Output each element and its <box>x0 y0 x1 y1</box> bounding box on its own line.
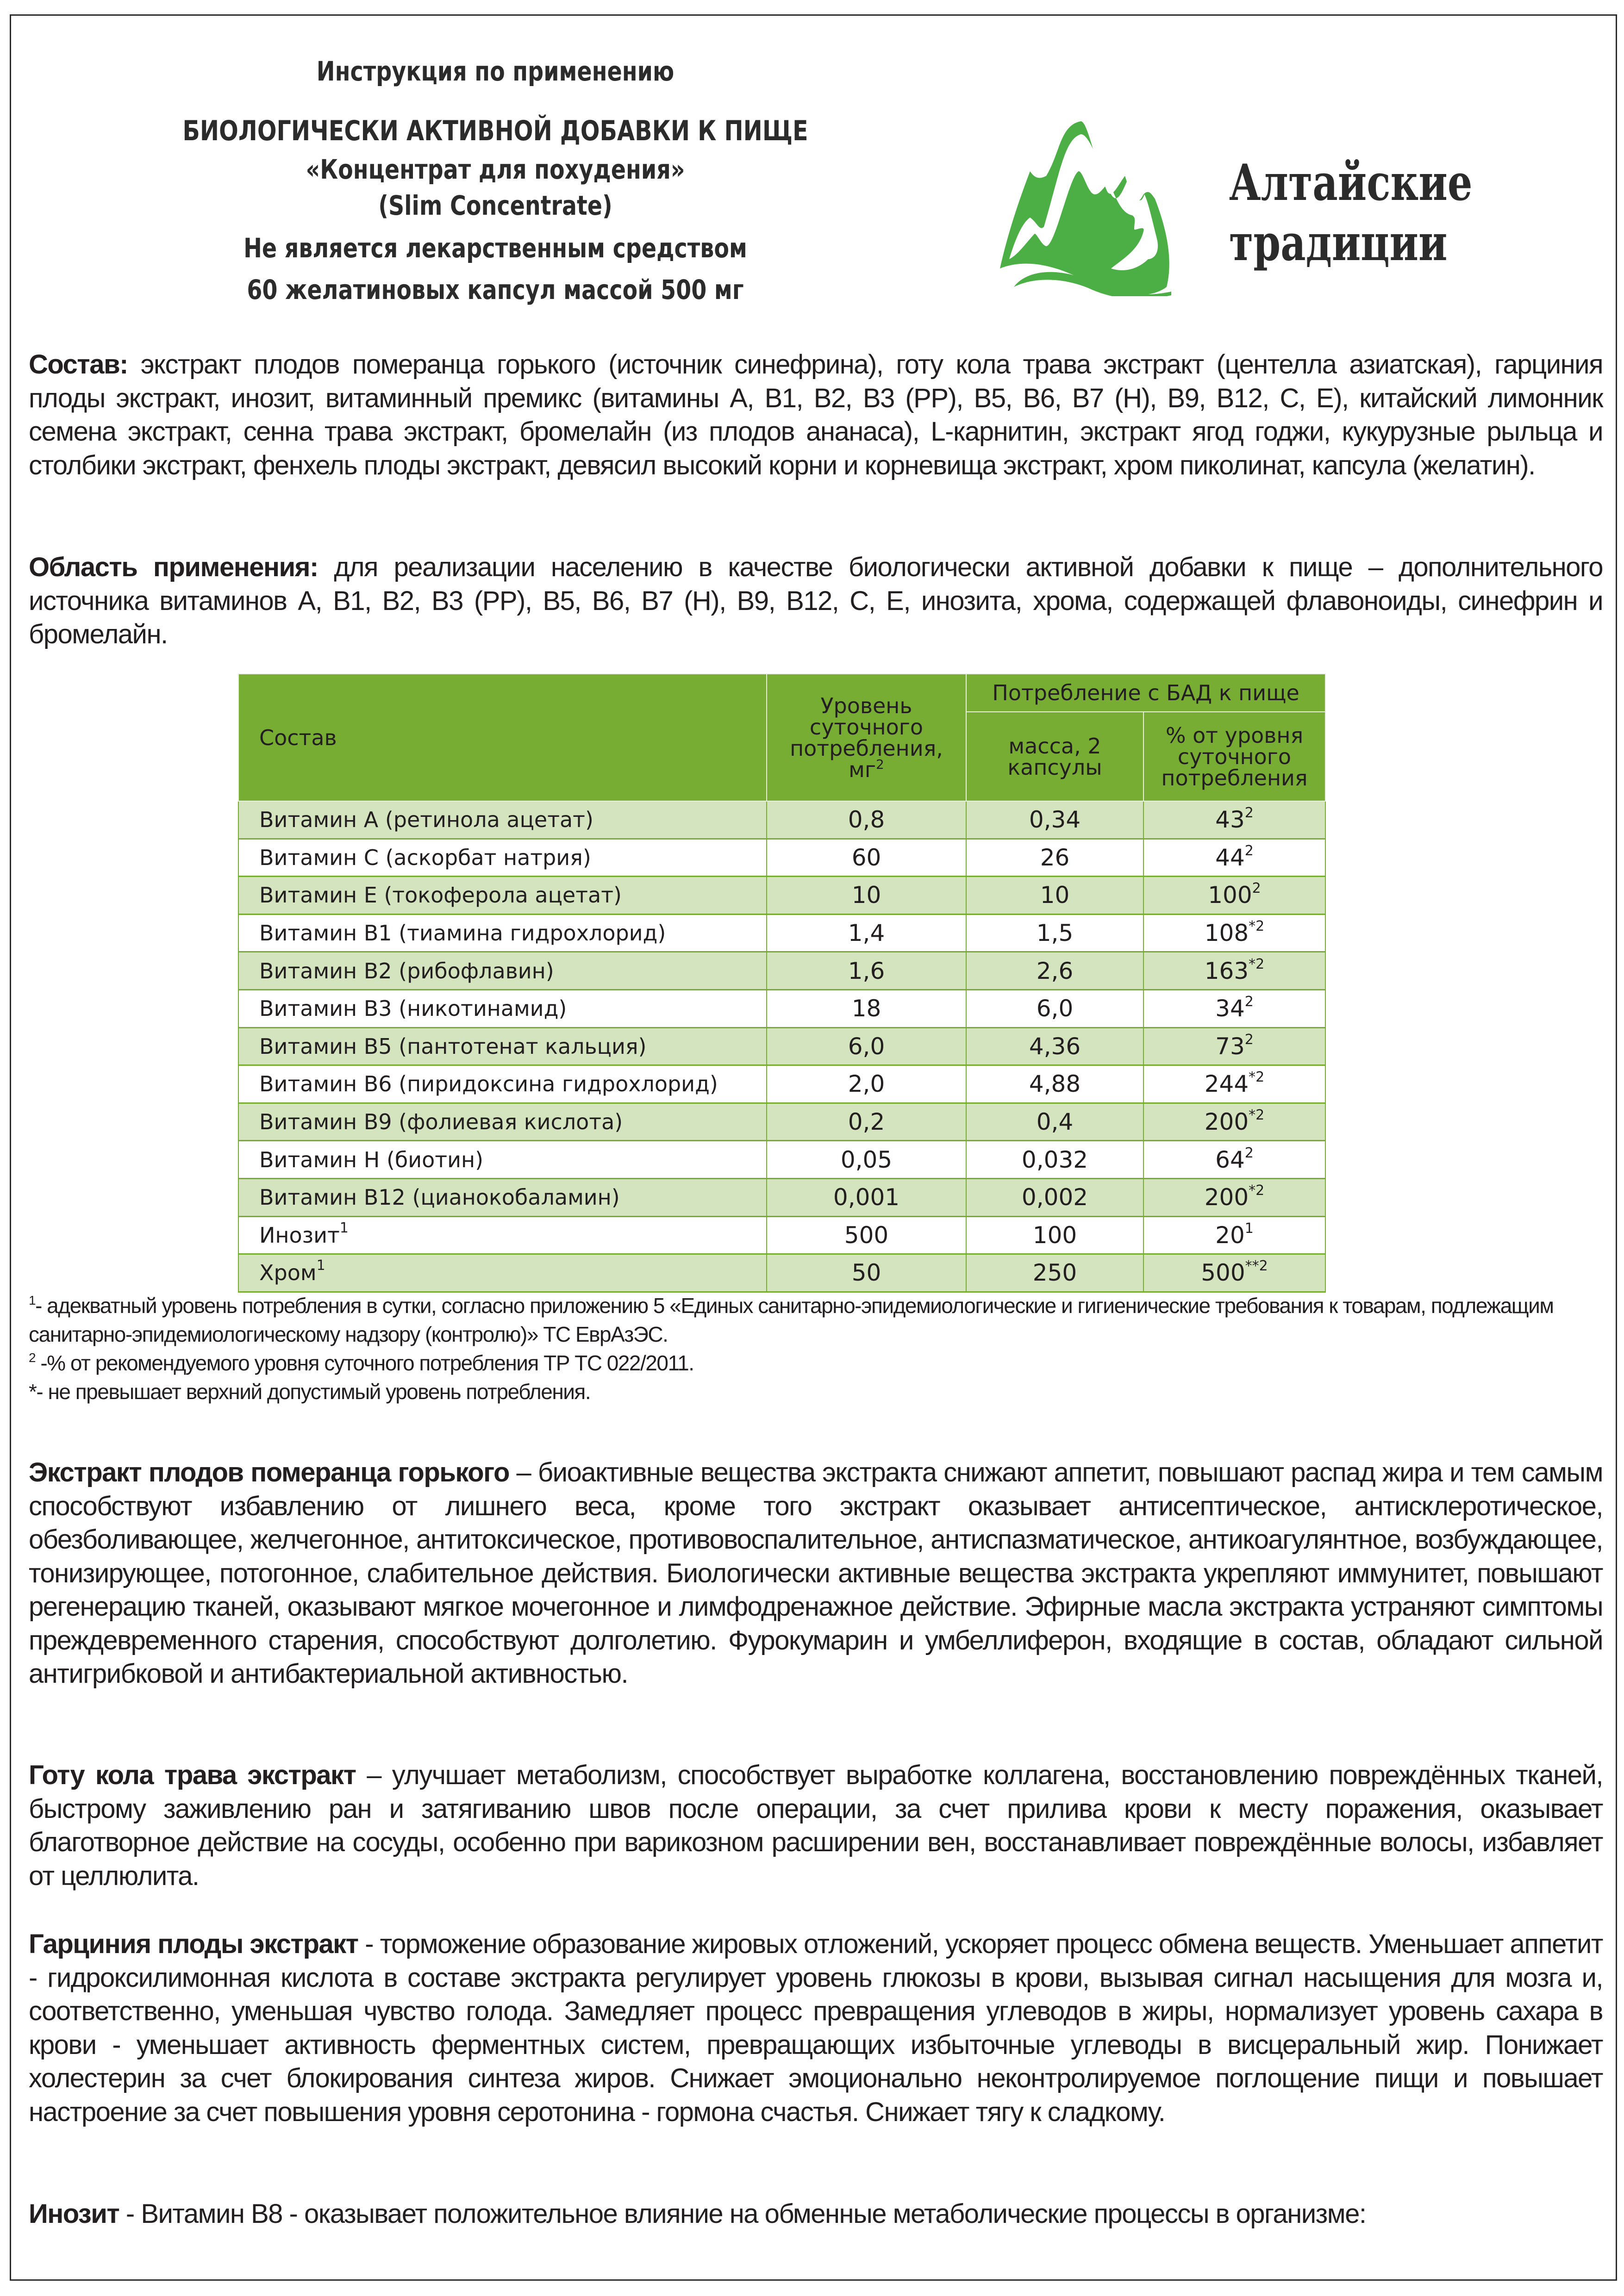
cell-mass: 100 <box>966 1216 1143 1254</box>
application-section <box>29 551 1603 652</box>
table-row <box>238 1178 1325 1216</box>
cell-percent: 200$^{*2}$ <box>1143 1178 1325 1216</box>
section-title: Готу кола трава экстракт <box>29 1760 356 1790</box>
cell-mass: 10 <box>966 877 1143 915</box>
table-row <box>238 1254 1325 1292</box>
cell-daily: 1,6 <box>767 952 966 990</box>
cell-daily: 2,0 <box>767 1065 966 1103</box>
product-name-en: (Slim Concentrate) <box>378 190 612 221</box>
table-row <box>238 1065 1325 1103</box>
brand-name-line2: традиции <box>1229 214 1448 272</box>
table-row <box>238 989 1325 1027</box>
composition-text: экстракт плодов померанца горького (источник синефрина), готу кола трава экстракт (центелла азиатская), гарциния плоды экстракт, инозит, витаминный премикс (витамины А, В1, В2, В3 (РР), В5, В6, В7 (Н), В9, В12, С, Е), китайский лимонник семена экстракт, сенна трава экстракт, бромелайн (из плодов ананаса), L-карнитин, экстракт ягод годжи, кукурузные рыльца и столбики экстракт, фенхель плоды экстракт, девясил высокий корни и корневища экстракт, хром пиколинат, капсула (желатин). <box>29 349 1603 480</box>
product-type-block <box>135 115 856 147</box>
composition-section <box>29 348 1603 482</box>
cell-mass: 1,5 <box>966 914 1143 952</box>
cell-name: Инозит$^1$ <box>238 1216 767 1254</box>
cell-mass: 0,34 <box>966 801 1143 839</box>
brand-name-line1: Алтайские <box>1229 154 1473 212</box>
cell-name: Витамин В5 (пантотенат кальция) <box>238 1027 767 1065</box>
table-row <box>238 1216 1325 1254</box>
cell-percent: $73^2$ <box>1143 1027 1325 1065</box>
cell-daily: 500 <box>767 1216 966 1254</box>
disclaimer-block <box>135 232 856 264</box>
cell-name: Витамин В2 (рибофлавин) <box>238 952 767 990</box>
cell-mass: 26 <box>966 839 1143 877</box>
cell-name: Витамин В9 (фолиевая кислота) <box>238 1103 767 1141</box>
brand-logo <box>995 93 1528 315</box>
header-mass: масса, 2 капсулы <box>966 712 1143 801</box>
cell-name: Витамин Н (биотин) <box>238 1141 767 1179</box>
cell-percent: $20^1$ <box>1143 1216 1325 1254</box>
document-heading <box>135 56 856 87</box>
cell-percent: 200$^{*2}$ <box>1143 1103 1325 1141</box>
cell-name: Витамин С (аскорбат натрия) <box>238 839 767 877</box>
cell-percent: 244$^{*2}$ <box>1143 1065 1325 1103</box>
cell-daily: 0,8 <box>767 801 966 839</box>
cell-daily: 0,2 <box>767 1103 966 1141</box>
cell-name: Хром$^1$ <box>238 1254 767 1292</box>
capsules-block <box>135 274 856 305</box>
header-percent: % от уровня суточного потребления <box>1143 712 1325 801</box>
cell-daily: 10 <box>767 877 966 915</box>
cell-mass: 0,4 <box>966 1103 1143 1141</box>
cell-daily: 18 <box>767 989 966 1027</box>
cell-mass: 6,0 <box>966 989 1143 1027</box>
product-name: «Концентрат для похудения» <box>306 154 685 185</box>
cell-percent: $64^2$ <box>1143 1141 1325 1179</box>
cell-mass: 250 <box>966 1254 1143 1292</box>
table-row <box>238 1103 1325 1141</box>
section-gotu-kola <box>29 1759 1603 1893</box>
footnote-2: $^2$ -% от рекомендуемого уровня суточного потребления ТР ТС 022/2011. <box>29 1350 694 1375</box>
section-title: Экстракт плодов померанца горького <box>29 1457 509 1487</box>
cell-daily: 0,05 <box>767 1141 966 1179</box>
cell-name: Витамин Е (токоферола ацетат) <box>238 877 767 915</box>
capsule-info: 60 желатиновых капсул массой 500 мг <box>247 274 744 305</box>
footnotes <box>29 1291 1556 1406</box>
application-label: Область применения: <box>29 552 318 582</box>
cell-percent: $34^2$ <box>1143 989 1325 1027</box>
cell-name: Витамин В1 (тиамина гидрохлорид) <box>238 914 767 952</box>
table-row <box>238 1141 1325 1179</box>
cell-name: Витамин А (ретинола ацетат) <box>238 801 767 839</box>
cell-mass: 4,88 <box>966 1065 1143 1103</box>
section-text: - торможение образование жировых отложений, ускоряет процесс обмена веществ. Уменьшает аппетит - гидроксилимонная кислота в составе экстракта регулирует уровень глюкозы в крови, вызывая сигнал насыщения для мозга и, соответственно, уменьшая чувство голода. Замедляет процесс превращения углеводов в жиры, нормализует уровень сахара в крови - уменьшает активность ферментных систем, превращающих избыточные углеводы в висцеральный жир. Понижает холестерин за счет блокирования синтеза жиров. Снижает эмоционально неконтролируемое поглощение пищи и повышает настроение за счет повышения уровня серотонина - гормона счастья. Снижает тягу к сладкому. <box>29 1929 1603 2127</box>
cell-percent: 500$^{**2}$ <box>1143 1254 1325 1292</box>
cell-daily: 6,0 <box>767 1027 966 1065</box>
section-inositol <box>29 2197 1603 2231</box>
cell-name: Витамин В3 (никотинамид) <box>238 989 767 1027</box>
application-text: для реализации населению в качестве биологически активной добавки к пище – дополнительного источника витаминов А, В1, В2, В3 (РР), В5, В6, В7 (Н), В9, В12, С, Е, инозита, хрома, содержащей флавоноиды, синефрин и бромелайн. <box>29 552 1603 649</box>
table-row <box>238 801 1325 839</box>
cell-percent: $100^2$ <box>1143 877 1325 915</box>
cell-mass: 0,002 <box>966 1178 1143 1216</box>
instruction-title: Инструкция по применению <box>316 56 675 87</box>
cell-daily: 1,4 <box>767 914 966 952</box>
section-bitter-orange <box>29 1456 1603 1691</box>
section-text: – биоактивные вещества экстракта снижают аппетит, повышают распад жира и тем самым способствуют избавлению от лишнего веса, кроме того экстракт оказывает антисептическое, антисклеротическое, обезболивающее, желчегонное, антитоксическое, противовоспалительное, антиспазматическое, антикоагулянтное, возбуждающее, тонизирующее, потогонное, слабительное действия. Биологически активные вещества экстракта укрепляют иммунитет, повышают регенерацию тканей, оказывают мягкое мочегонное и лимфодренажное действие. Эфирные масла экстракта устраняют симптомы преждевременного старения, способствуют долголетию. Фурокумарин и умбеллиферон, входящие в состав, обладают сильной антигрибковой и антибактериальной активностью. <box>29 1457 1603 1689</box>
cell-percent: $44^2$ <box>1143 839 1325 877</box>
cell-mass: 4,36 <box>966 1027 1143 1065</box>
cell-percent: 108$^{*2}$ <box>1143 914 1325 952</box>
cell-percent: 163$^{*2}$ <box>1143 952 1325 990</box>
table-row <box>238 914 1325 952</box>
header-intake-group: Потребление с БАД к пище <box>966 674 1325 712</box>
nutrition-table <box>238 673 1326 1293</box>
cell-name: Витамин В6 (пиридоксина гидрохлорид) <box>238 1065 767 1103</box>
cell-daily: 0,001 <box>767 1178 966 1216</box>
table-row <box>238 877 1325 915</box>
section-title: Инозит <box>29 2199 119 2229</box>
section-text: – улучшает метаболизм, способствует выработке коллагена, восстановлению повреждённых тканей, быстрому заживлению ран и затягиванию швов после операции, за счет прилива крови к месту поражения, оказывает благотворное действие на сосуды, особенно при варикозном расширении вен, восстанавливает повреждённые волосы, избавляет от целлюлита. <box>29 1760 1603 1891</box>
mountain-logo-icon <box>995 120 1213 296</box>
not-medicine-note: Не является лекарственным средством <box>244 232 747 264</box>
section-title: Гарциния плоды экстракт <box>29 1929 358 1959</box>
product-name-en-block <box>135 190 856 221</box>
cell-daily: 60 <box>767 839 966 877</box>
header-composition: Состав <box>238 674 767 801</box>
cell-mass: 2,6 <box>966 952 1143 990</box>
product-name-block <box>135 154 856 185</box>
section-garcinia <box>29 1928 1603 2129</box>
table-row <box>238 1027 1325 1065</box>
product-type: БИОЛОГИЧЕСКИ АКТИВНОЙ ДОБАВКИ К ПИЩЕ <box>182 115 808 147</box>
cell-percent: $43^2$ <box>1143 801 1325 839</box>
brand-name <box>1229 153 1472 273</box>
table-row <box>238 839 1325 877</box>
footnote-1: $^1$- адекватный уровень потребления в сутки, согласно приложению 5 «Единых санитарно-эпидемиологические и гигиенические требования к товарам, подлежащим санитарно-эпидемиологическому надзору (контролю)» ТС ЕврАзЭС. <box>29 1293 1554 1346</box>
composition-label: Состав: <box>29 349 128 380</box>
cell-mass: 0,032 <box>966 1141 1143 1179</box>
section-text: - Витамин В8 - оказывает положительное влияние на обменные метаболические процессы в организме: <box>119 2199 1366 2229</box>
cell-daily: 50 <box>767 1254 966 1292</box>
cell-name: Витамин В12 (цианокобаламин) <box>238 1178 767 1216</box>
footnote-3: *- не превышает верхний допустимый уровень потребления. <box>29 1380 591 1404</box>
header-daily-level: Уровень суточного потребления, $мг^2$ <box>767 674 966 801</box>
table-row <box>238 952 1325 990</box>
